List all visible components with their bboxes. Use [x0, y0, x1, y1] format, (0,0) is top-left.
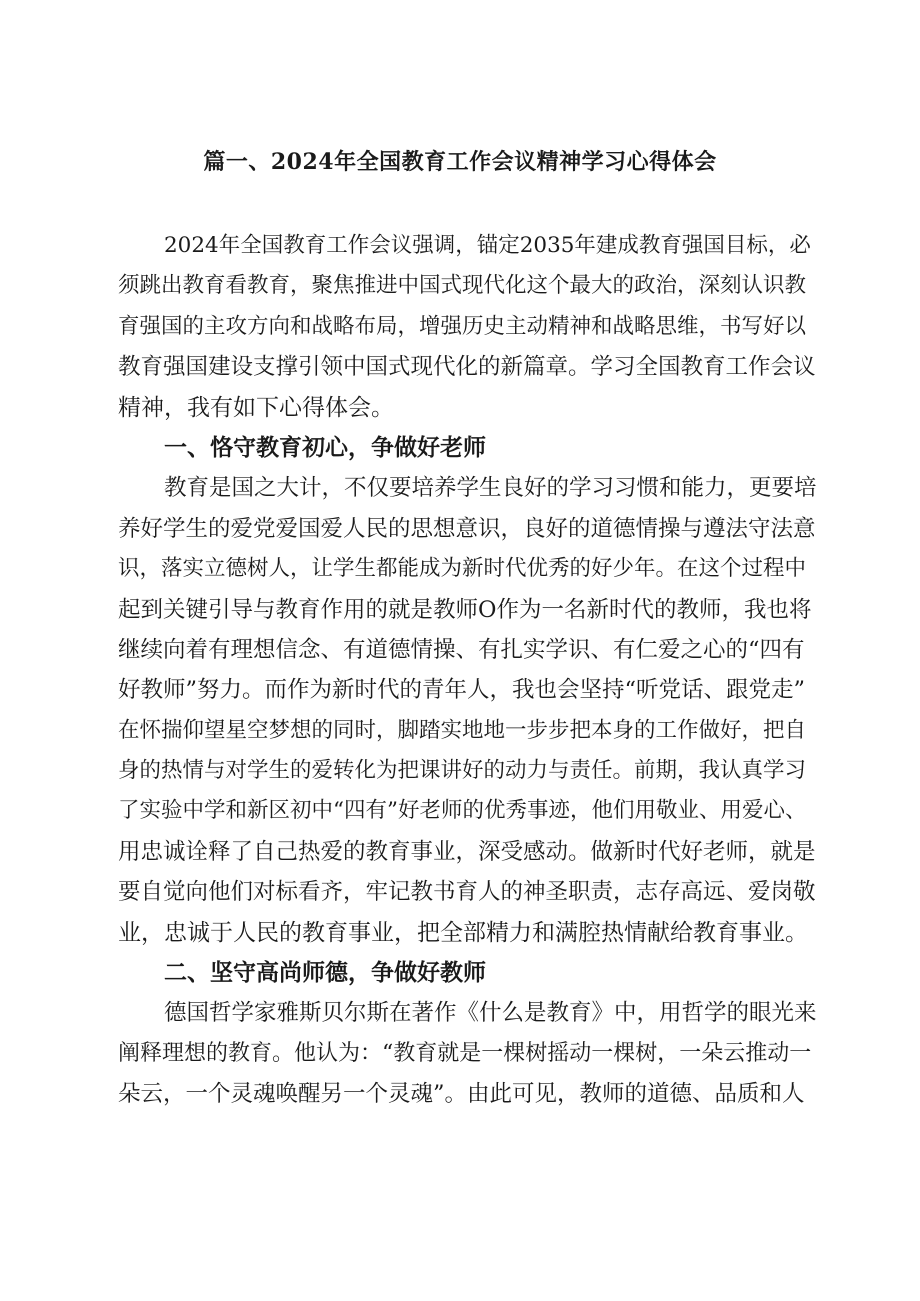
paragraph-line: 育强国的主攻方向和战略布局，增强历史主动精神和战略思维，书写好以	[118, 313, 807, 339]
paragraph-line: 业，忠诚于人民的教育事业，把全部精力和满腔热情献给教育事业。	[118, 919, 808, 946]
section-heading: 二、坚守高尚师德，争做好教师	[164, 959, 486, 987]
paragraph-line: 教育强国建设支撑引领中国式现代化的新篇章。学习全国教育工作会议	[118, 354, 816, 381]
paragraph-line: 德国哲学家雅斯贝尔斯在著作《什么是教育》中，用哲学的眼光来	[164, 1000, 817, 1027]
paragraph-line: 教育是国之大计，不仅要培养学生良好的学习习惯和能力，更要培	[164, 475, 817, 502]
paragraph-line: 身的热情与对学生的爱转化为把课讲好的动力与责任。前期，我认真学习	[118, 758, 807, 784]
paragraph-line: 起到关键引导与教育作用的就是教师O作为一名新时代的教师，我也将	[118, 596, 812, 623]
paragraph-line: 2024年全国教育工作会议强调，锚定2035年建成教育强国目标，必	[164, 233, 811, 258]
paragraph-line: 继续向着有理想信念、有道德情操、有扎实学识、有仁爱之心的“四有	[118, 636, 805, 663]
paragraph-line: 阐释理想的教育。他认为：“教育就是一棵树摇动一棵树，一朵云推动一	[118, 1040, 812, 1066]
paragraph-line: 精神，我有如下心得体会。	[118, 394, 394, 421]
paragraph-line: 要自觉向他们对标看齐，牢记教书育人的神圣职责，志存高远、爱岗敬	[118, 879, 816, 906]
paragraph-line: 好教师”努力。而作为新时代的青年人，我也会坚持“听党话、跟党走”	[118, 677, 806, 704]
paragraph-line: 须跳出教育看教育，聚焦推进中国式现代化这个最大的政治，深刻认识教	[118, 273, 807, 299]
paragraph-line: 识，落实立德树人，让学生都能成为新时代优秀的好少年。在这个过程中	[118, 556, 807, 582]
paragraph-line: 了实验中学和新区初中“四有”好老师的优秀事迹，他们用敬业、用爱心、	[118, 798, 807, 824]
document-title: 篇一、2024年全国教育工作会议精神学习心得体会	[203, 149, 717, 175]
paragraph-line: 在怀揣仰望星空梦想的同时，脚踏实地地一步步把本身的工作做好，把自	[118, 717, 807, 743]
document-body	[118, 226, 818, 1115]
paragraph-line: 朵云，一个灵魂唤醒另一个灵魂”。由此可见，教师的道德、品质和人	[118, 1081, 805, 1108]
paragraph-line: 养好学生的爱党爱国爱人民的思想意识，良好的道德情操与遵法守法意	[118, 515, 816, 542]
paragraph-line: 用忠诚诠释了自己热爱的教育事业，深受感动。做新时代好老师，就是	[118, 838, 816, 865]
section-heading: 一、恪守教育初心，争做好老师	[164, 433, 486, 461]
